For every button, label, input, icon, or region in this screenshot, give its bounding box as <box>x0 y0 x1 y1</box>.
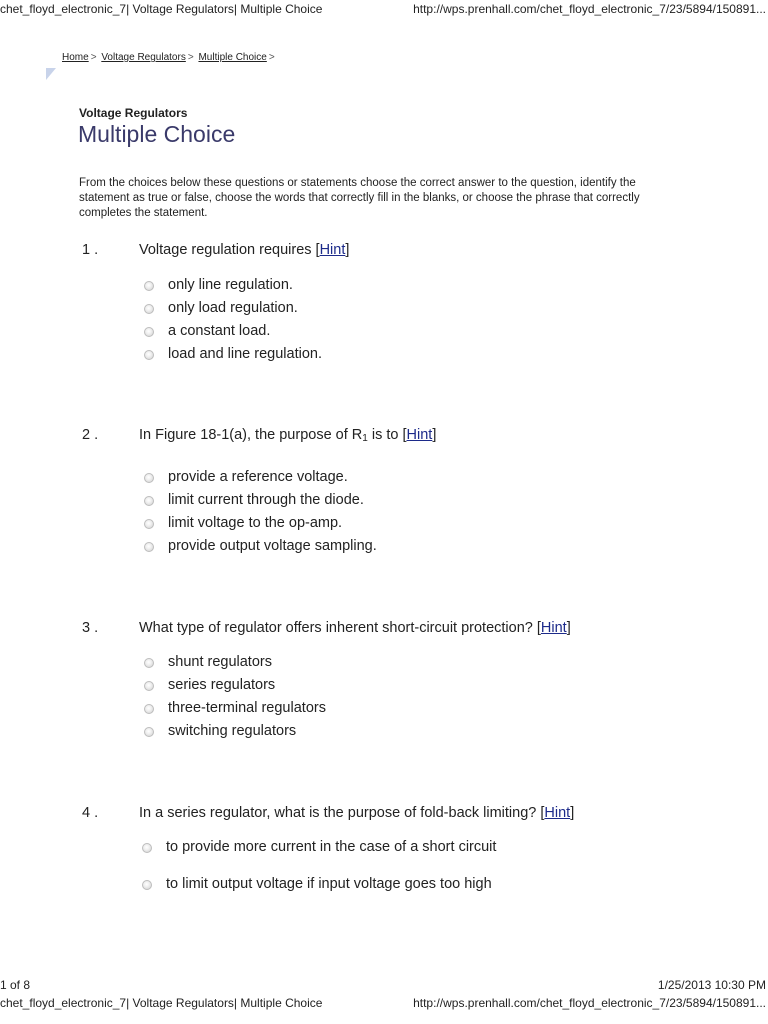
question-prompt: In Figure 18-1(a), the purpose of R <box>139 427 363 443</box>
corner-decoration-icon <box>46 68 56 80</box>
choice-label: switching regulators <box>168 723 297 739</box>
breadcrumb-voltage-regulators-link[interactable]: Voltage Regulators <box>101 52 186 63</box>
radio-button-icon[interactable] <box>144 350 154 360</box>
header-url: http://wps.prenhall.com/chet_floyd_electronic_7/23/5894/150891... <box>413 2 766 16</box>
radio-button-icon[interactable] <box>142 843 152 853</box>
choice-label: provide output voltage sampling. <box>168 538 377 554</box>
breadcrumb-separator: > <box>268 52 275 63</box>
choice-label: only line regulation. <box>168 277 293 293</box>
radio-button-icon[interactable] <box>144 281 154 291</box>
question-text: In Figure 18-1(a), the purpose of $R_1$ is to [Hint] <box>139 427 437 444</box>
radio-button-icon[interactable] <box>144 496 154 506</box>
question-text: What type of regulator offers inherent short-circuit protection? [Hint] <box>139 620 571 636</box>
question-prompt: In a series regulator, what is the purpose of fold-back limiting? <box>139 805 537 821</box>
question-text: Voltage regulation requires [Hint] <box>139 242 350 258</box>
question-prompt: What type of regulator offers inherent short-circuit protection? <box>139 620 533 636</box>
footer-page-count: 1 of 8 <box>0 978 31 992</box>
choice-label: only load regulation. <box>168 300 298 316</box>
hint-link[interactable]: Hint <box>406 427 433 443</box>
choice-label: shunt regulators <box>168 654 272 670</box>
question-number: 3 . <box>82 620 99 636</box>
instructions-text: From the choices below these questions or statements choose the correct answer to the question, identify the statement as true or false, choose the words that correctly fill in the blanks, or choose the phrase that correctly completes the statement. <box>79 177 640 219</box>
choice-label: three-terminal regulators <box>168 700 326 716</box>
breadcrumb-separator: > <box>90 52 97 63</box>
header-page-title: chet_floyd_electronic_7| Voltage Regulators| Multiple Choice <box>0 2 323 16</box>
choice-label: limit voltage to the op-amp. <box>168 515 343 531</box>
choice-label: load and line regulation. <box>168 346 322 362</box>
question-prompt: Voltage regulation requires <box>139 242 312 258</box>
print-footer <box>0 978 768 994</box>
radio-button-icon[interactable] <box>144 658 154 668</box>
breadcrumb-separator: > <box>187 52 194 63</box>
choice-label: to provide more current in the case of a short circuit <box>166 839 497 855</box>
hint-link[interactable]: Hint <box>540 620 567 636</box>
footer-url: http://wps.prenhall.com/chet_floyd_electronic_7/23/5894/150891... <box>413 996 766 1010</box>
hint-link[interactable]: Hint <box>544 805 571 821</box>
print-footer-next-header <box>0 996 768 1012</box>
choice-label: to limit output voltage if input voltage goes too high <box>166 876 492 892</box>
hint-link[interactable]: Hint <box>319 242 346 258</box>
page-title: Multiple Choice <box>78 121 236 147</box>
footer-page-title: chet_floyd_electronic_7| Voltage Regulators| Multiple Choice <box>0 996 323 1010</box>
radio-button-icon[interactable] <box>144 704 154 714</box>
breadcrumb-home-link[interactable]: Home <box>62 52 89 63</box>
choice-label: series regulators <box>168 677 276 693</box>
radio-button-icon[interactable] <box>144 681 154 691</box>
radio-button-icon[interactable] <box>144 304 154 314</box>
question-prompt-end: is to <box>367 427 399 443</box>
question-number: 1 . <box>82 242 99 258</box>
radio-button-icon[interactable] <box>144 727 154 737</box>
question-number: 2 . <box>82 427 99 443</box>
footer-datetime: 1/25/2013 10:30 PM <box>657 978 766 992</box>
radio-button-icon[interactable] <box>144 542 154 552</box>
radio-button-icon[interactable] <box>144 519 154 529</box>
question-text: In a series regulator, what is the purpose of fold-back limiting? [Hint] <box>139 805 575 821</box>
subscript: 1 <box>362 433 368 444</box>
radio-button-icon[interactable] <box>142 880 152 890</box>
breadcrumb <box>62 52 277 63</box>
question-number: 4 . <box>82 805 99 821</box>
section-label: Voltage Regulators <box>79 106 188 120</box>
radio-button-icon[interactable] <box>144 327 154 337</box>
choice-label: provide a reference voltage. <box>168 469 348 485</box>
print-header <box>0 2 768 18</box>
choice-label: a constant load. <box>168 323 271 339</box>
breadcrumb-multiple-choice-link[interactable]: Multiple Choice <box>198 52 267 63</box>
radio-button-icon[interactable] <box>144 473 154 483</box>
choice-label: limit current through the diode. <box>168 492 364 508</box>
